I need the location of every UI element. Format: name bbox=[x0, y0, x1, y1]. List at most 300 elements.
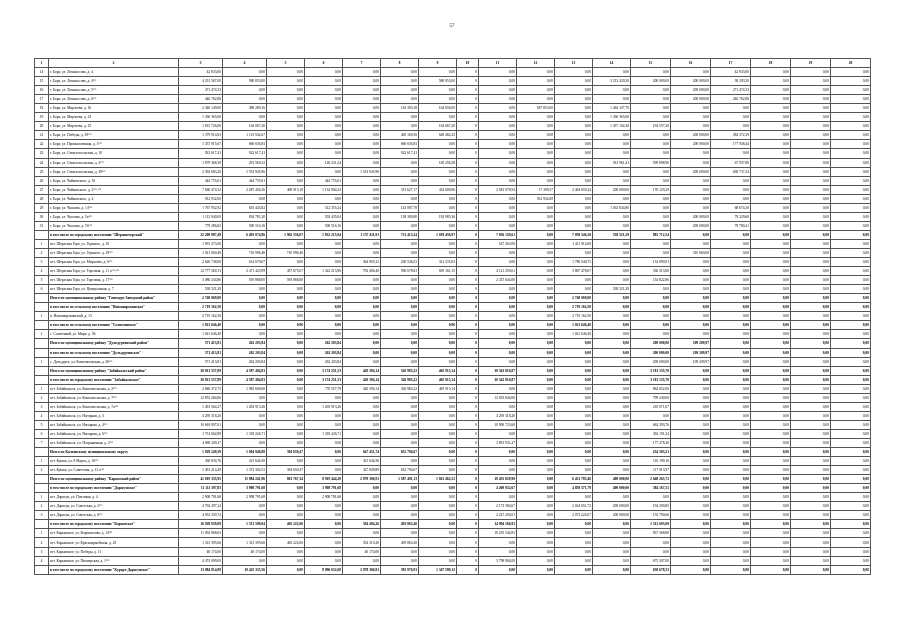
amount-cell: 0,00 bbox=[517, 493, 555, 502]
amount-cell: 0,00 bbox=[791, 484, 831, 493]
amount-cell: 0,00 bbox=[419, 194, 457, 203]
amount-cell: 913 961,41 bbox=[593, 158, 631, 167]
amount-cell: 0 bbox=[457, 366, 479, 375]
amount-cell: 164 067,20 bbox=[223, 122, 267, 131]
amount-cell: 0,00 bbox=[555, 420, 593, 429]
amount-cell: 0,00 bbox=[831, 457, 871, 466]
amount-cell: 4 859 571,79 bbox=[555, 484, 593, 493]
amount-cell: 837 368,80 bbox=[631, 529, 671, 538]
amount-cell: 0,00 bbox=[555, 348, 593, 357]
amount-cell: 0,00 bbox=[517, 230, 555, 239]
amount-cell: 0,00 bbox=[593, 457, 631, 466]
amount-cell: 384 167,51 bbox=[631, 484, 671, 493]
amount-cell: 0,00 bbox=[223, 529, 267, 538]
amount-cell: 0 bbox=[457, 312, 479, 321]
amount-cell: 4 121 250,61 bbox=[479, 267, 517, 276]
amount-cell: 1 512 603,09 bbox=[631, 520, 671, 529]
amount-cell: 262 203,84 bbox=[305, 357, 343, 366]
amount-cell: 0 bbox=[457, 565, 479, 574]
amount-cell: 0,00 bbox=[671, 529, 711, 538]
address-cell: Итого по Калганскому муниципальному округу bbox=[49, 448, 179, 457]
amount-cell: 7 036 159,61 bbox=[479, 230, 517, 239]
amount-cell: 0,00 bbox=[343, 321, 381, 330]
amount-cell: 0,00 bbox=[791, 158, 831, 167]
row-number-cell: 2 bbox=[35, 538, 49, 547]
amount-cell: 164 067,20 bbox=[419, 122, 457, 131]
amount-cell: 0,00 bbox=[555, 366, 593, 375]
amount-cell: 0,00 bbox=[593, 339, 631, 348]
amount-cell: 0,00 bbox=[671, 402, 711, 411]
amount-cell: 465 915,14 bbox=[419, 384, 457, 393]
amount-cell: 0,00 bbox=[671, 203, 711, 212]
amount-cell: 0,00 bbox=[751, 375, 791, 384]
amount-cell: 0,00 bbox=[751, 113, 791, 122]
amount-cell: 3 908 791,68 bbox=[223, 484, 267, 493]
amount-cell: 0,00 bbox=[711, 185, 751, 194]
amount-cell: 0,00 bbox=[593, 520, 631, 529]
amount-cell: 0,00 bbox=[223, 239, 267, 248]
amount-cell: 0,00 bbox=[751, 484, 791, 493]
column-number-cell: 3 bbox=[179, 59, 223, 68]
amount-cell: 440 762,86 bbox=[179, 95, 223, 104]
amount-cell: 1 021 646,40 bbox=[179, 330, 223, 339]
address-cell: пгт. Забайкальск, ул. Нагорная, д. 3 bbox=[49, 411, 179, 420]
amount-cell: 0,00 bbox=[381, 77, 419, 86]
row-number-cell bbox=[35, 484, 49, 493]
amount-cell: 0 bbox=[457, 194, 479, 203]
address-cell: пгт. Забайкальск, ул. Комсомольская, д. 7²²⁵ bbox=[49, 393, 179, 402]
amount-cell: 170 129,29 bbox=[631, 185, 671, 194]
table-row bbox=[35, 429, 871, 438]
amount-cell: 912 932,00 bbox=[179, 194, 223, 203]
amount-cell: 0,00 bbox=[593, 239, 631, 248]
amount-cell: 912 932,00 bbox=[517, 194, 555, 203]
amount-cell: 30 813 537,89 bbox=[179, 366, 223, 375]
amount-cell: 0,00 bbox=[593, 131, 631, 140]
amount-cell: 200 000,00 bbox=[671, 131, 711, 140]
row-number-cell bbox=[35, 348, 49, 357]
amount-cell: 0,00 bbox=[671, 438, 711, 447]
amount-cell: 30 343 816,87 bbox=[479, 366, 517, 375]
amount-cell: 0 bbox=[457, 294, 479, 303]
address-cell: пгт. Забайкальск, ул. Пограничная, д. 2²²⁵ bbox=[49, 438, 179, 447]
table-row bbox=[35, 95, 871, 104]
amount-cell: 0,00 bbox=[343, 312, 381, 321]
amount-cell: 0,00 bbox=[831, 448, 871, 457]
amount-cell: 0,00 bbox=[711, 393, 751, 402]
amount-cell: 0,00 bbox=[555, 466, 593, 475]
row-number-cell: 5 bbox=[35, 276, 49, 285]
amount-cell: 0 bbox=[457, 158, 479, 167]
amount-cell: 0,00 bbox=[267, 104, 305, 113]
amount-cell: 0,00 bbox=[671, 176, 711, 185]
amount-cell: 0,00 bbox=[267, 429, 305, 438]
amount-cell: 0,00 bbox=[305, 248, 343, 257]
amount-cell: 538 521,29 bbox=[593, 285, 631, 294]
amount-cell: 2 404 659,24 bbox=[555, 185, 593, 194]
amount-cell: 0,00 bbox=[631, 149, 671, 158]
amount-cell: 0 bbox=[457, 511, 479, 520]
amount-cell: 0,00 bbox=[751, 502, 791, 511]
amount-cell: 0,00 bbox=[267, 529, 305, 538]
amount-cell: 0,00 bbox=[631, 167, 671, 176]
amount-cell: 0,00 bbox=[791, 448, 831, 457]
amount-cell: 2 626 738,00 bbox=[179, 258, 223, 267]
amount-cell: 0,00 bbox=[517, 502, 555, 511]
amount-cell: 0,00 bbox=[479, 303, 517, 312]
amount-cell: 394 650,47 bbox=[267, 466, 305, 475]
amount-cell: 0,00 bbox=[751, 448, 791, 457]
amount-cell: 0,00 bbox=[343, 248, 381, 257]
row-number-cell: 1 bbox=[35, 384, 49, 393]
amount-cell: 695 161,15 bbox=[419, 267, 457, 276]
amount-cell: 0,00 bbox=[831, 86, 871, 95]
table-row bbox=[35, 149, 871, 158]
amount-cell: 0,00 bbox=[593, 529, 631, 538]
amount-cell: 0,00 bbox=[711, 348, 751, 357]
amount-cell: 0,00 bbox=[831, 140, 871, 149]
table-row bbox=[35, 411, 871, 420]
amount-cell: 0,00 bbox=[831, 384, 871, 393]
row-number-cell: 29 bbox=[35, 203, 49, 212]
amount-cell: 0,00 bbox=[479, 212, 517, 221]
amount-cell: 0,00 bbox=[593, 411, 631, 420]
amount-cell: 0,00 bbox=[555, 393, 593, 402]
amount-cell: 0,00 bbox=[711, 493, 751, 502]
address-cell: г. Бора, ул. Севастопольская, д. 38²²⁵ bbox=[49, 167, 179, 176]
address-cell: г. Бора, ул. Ломоносова, д. 5²²⁵ bbox=[49, 86, 179, 95]
amount-cell: 194 290,85 bbox=[631, 502, 671, 511]
amount-cell: 0,00 bbox=[711, 149, 751, 158]
amount-cell: 2 719 162,50 bbox=[179, 303, 223, 312]
amount-cell: 0,00 bbox=[831, 348, 871, 357]
amount-cell: 0,00 bbox=[343, 113, 381, 122]
table-row bbox=[35, 77, 871, 86]
amount-cell: 444 755,61 bbox=[179, 176, 223, 185]
amount-cell: 392 191,24 bbox=[631, 429, 671, 438]
amount-cell: 0,00 bbox=[267, 140, 305, 149]
amount-cell: 0,00 bbox=[267, 113, 305, 122]
amount-cell: 0,00 bbox=[631, 547, 671, 556]
amount-cell: 0 bbox=[457, 339, 479, 348]
amount-cell: 200 000,00 bbox=[671, 86, 711, 95]
amount-cell: 0,00 bbox=[555, 357, 593, 366]
amount-cell: 2 648 263,72 bbox=[631, 475, 671, 484]
amount-cell: 0,00 bbox=[419, 520, 457, 529]
amount-cell: 0,00 bbox=[419, 221, 457, 230]
amount-cell: 0,00 bbox=[791, 258, 831, 267]
address-cell: пгт. Дарасун, ул. Почтовая, д. 4 bbox=[49, 493, 179, 502]
amount-cell: 1 457 102,40 bbox=[593, 122, 631, 131]
amount-cell: 10 000 723,60 bbox=[479, 420, 517, 429]
amount-cell: 0,00 bbox=[831, 565, 871, 574]
amount-cell: 22 209 987,49 bbox=[179, 230, 223, 239]
amount-cell: 0,00 bbox=[751, 420, 791, 429]
amount-cell: 0,00 bbox=[223, 393, 267, 402]
amount-cell: 861 767,34 bbox=[267, 475, 305, 484]
column-number-cell: 17 bbox=[711, 59, 751, 68]
amount-cell: 0,00 bbox=[791, 104, 831, 113]
amount-cell: 660 656,83 bbox=[381, 140, 419, 149]
amount-cell: 1 456 365,00 bbox=[179, 113, 223, 122]
amount-cell: 0,00 bbox=[671, 276, 711, 285]
amount-cell: 3 174 251,53 bbox=[305, 366, 343, 375]
amount-cell: 0,00 bbox=[305, 393, 343, 402]
amount-cell: 0,00 bbox=[343, 131, 381, 140]
amount-cell: 0,00 bbox=[419, 303, 457, 312]
amount-cell: 0,00 bbox=[517, 176, 555, 185]
amount-cell: 0,00 bbox=[671, 393, 711, 402]
amount-cell: 0,00 bbox=[381, 68, 419, 77]
amount-cell: 0,00 bbox=[267, 203, 305, 212]
table-row bbox=[35, 538, 871, 547]
row-number-cell: 16 bbox=[35, 86, 49, 95]
amount-cell: 0,00 bbox=[419, 511, 457, 520]
amount-cell: 0,00 bbox=[267, 122, 305, 131]
amount-cell: 0,00 bbox=[751, 438, 791, 447]
address-cell: г. Бора, ул. Победы, д. 39²²⁵ bbox=[49, 131, 179, 140]
amount-cell: 0,00 bbox=[517, 294, 555, 303]
amount-cell: 0,00 bbox=[671, 375, 711, 384]
table-row bbox=[35, 203, 871, 212]
amount-cell: 0,00 bbox=[631, 194, 671, 203]
amount-cell: 0,00 bbox=[631, 203, 671, 212]
column-number-cell: 20 bbox=[831, 59, 871, 68]
amount-cell: 394 494,26 bbox=[343, 520, 381, 529]
amount-cell: 0,00 bbox=[381, 95, 419, 104]
amount-cell: 420 394,14 bbox=[343, 384, 381, 393]
amount-cell: 0,00 bbox=[267, 194, 305, 203]
amount-cell: 0,00 bbox=[593, 330, 631, 339]
amount-cell: 0,00 bbox=[517, 547, 555, 556]
amount-cell: 675 207,00 bbox=[631, 556, 671, 565]
amount-cell: 0,00 bbox=[555, 448, 593, 457]
table-row bbox=[35, 276, 871, 285]
amount-cell: 1 347 599,12 bbox=[419, 565, 457, 574]
amount-cell: 0,00 bbox=[267, 158, 305, 167]
amount-cell: 0,00 bbox=[267, 357, 305, 366]
amount-cell: 0,00 bbox=[267, 212, 305, 221]
amount-cell: 0,00 bbox=[381, 158, 419, 167]
amount-cell: 0,00 bbox=[555, 131, 593, 140]
amount-cell: 0,00 bbox=[791, 285, 831, 294]
row-number-cell bbox=[35, 366, 49, 375]
table-row bbox=[35, 457, 871, 466]
amount-cell: 0,00 bbox=[831, 248, 871, 257]
amount-cell: 0,00 bbox=[517, 475, 555, 484]
amount-cell: 0,00 bbox=[751, 312, 791, 321]
column-number-cell: 6 bbox=[305, 59, 343, 68]
amount-cell: 1 021 646,40 bbox=[555, 330, 593, 339]
amount-cell: 0,00 bbox=[517, 366, 555, 375]
amount-cell: 0,00 bbox=[479, 149, 517, 158]
amount-cell: 0 bbox=[457, 303, 479, 312]
amount-cell: 4 231 567,00 bbox=[179, 77, 223, 86]
subtotal-row bbox=[35, 475, 871, 484]
amount-cell: 0,00 bbox=[479, 77, 517, 86]
amount-cell: 177 278,20 bbox=[631, 438, 671, 447]
amount-cell: 17 399,37 bbox=[517, 185, 555, 194]
address-cell: г. Бора, ул. Севастопольская, д. 2²²⁵ bbox=[49, 158, 179, 167]
amount-cell: 0 bbox=[457, 384, 479, 393]
amount-cell: 0,00 bbox=[831, 411, 871, 420]
amount-cell: 0,00 bbox=[751, 258, 791, 267]
amount-cell: 4 052 350,74 bbox=[179, 511, 223, 520]
amount-cell: 0,00 bbox=[671, 68, 711, 77]
row-number-cell: 15 bbox=[35, 77, 49, 86]
amount-cell: 0,00 bbox=[267, 77, 305, 86]
row-number-cell bbox=[35, 375, 49, 384]
amount-cell: 109 209,97 bbox=[671, 348, 711, 357]
amount-cell: 0,00 bbox=[419, 176, 457, 185]
amount-cell: 0,00 bbox=[419, 330, 457, 339]
amount-cell: 0,00 bbox=[517, 393, 555, 402]
amount-cell: 0,00 bbox=[223, 411, 267, 420]
amount-cell: 0 bbox=[457, 140, 479, 149]
amount-cell: 0,00 bbox=[267, 95, 305, 104]
amount-cell: 0,00 bbox=[267, 393, 305, 402]
amount-cell: 0 bbox=[457, 203, 479, 212]
amount-cell: 0,00 bbox=[479, 167, 517, 176]
amount-cell: 0,00 bbox=[343, 502, 381, 511]
amount-cell: 0,00 bbox=[267, 402, 305, 411]
amount-cell: 0,00 bbox=[381, 330, 419, 339]
address-cell: пгт. Шерлская Гора, ул. Торговая, д. 17²²⁵ bbox=[49, 276, 179, 285]
amount-cell: 0,00 bbox=[381, 303, 419, 312]
amount-cell: 0,00 bbox=[751, 538, 791, 547]
amount-cell: 0 bbox=[457, 502, 479, 511]
amount-cell: 1 411 914,00 bbox=[555, 239, 593, 248]
amount-cell: 0 bbox=[457, 538, 479, 547]
amount-cell: 0,00 bbox=[381, 194, 419, 203]
amount-cell: 0,00 bbox=[479, 176, 517, 185]
amount-cell: 0,00 bbox=[517, 420, 555, 429]
amount-cell: 0 bbox=[457, 348, 479, 357]
amount-cell: 0,00 bbox=[517, 167, 555, 176]
amount-cell: 0,00 bbox=[751, 95, 791, 104]
amount-cell: 1 019 456,97 bbox=[419, 230, 457, 239]
amount-cell: 192 985,36 bbox=[419, 212, 457, 221]
amount-cell: 0,00 bbox=[791, 294, 831, 303]
amount-cell: 1 456 365,00 bbox=[593, 113, 631, 122]
amount-cell: 0 bbox=[457, 149, 479, 158]
amount-cell: 0,00 bbox=[791, 429, 831, 438]
amount-cell: 0,00 bbox=[305, 457, 343, 466]
amount-cell: 0,00 bbox=[711, 230, 751, 239]
amount-cell: 0,00 bbox=[267, 348, 305, 357]
amount-cell: 2 740 069,00 bbox=[179, 294, 223, 303]
amount-cell: 0,00 bbox=[831, 402, 871, 411]
amount-cell: 0,00 bbox=[751, 285, 791, 294]
amount-cell: 1 694 946,88 bbox=[223, 448, 267, 457]
amount-cell: 0,00 bbox=[343, 402, 381, 411]
amount-cell: 0,00 bbox=[631, 239, 671, 248]
amount-cell: 2 227 256,01 bbox=[479, 511, 517, 520]
amount-cell: 78 780,41 bbox=[711, 221, 751, 230]
amount-cell: 0 bbox=[457, 86, 479, 95]
amount-cell: 0,00 bbox=[751, 77, 791, 86]
amount-cell: 0,00 bbox=[751, 411, 791, 420]
amount-cell: 0,00 bbox=[751, 185, 791, 194]
amount-cell: 0,00 bbox=[479, 122, 517, 131]
row-number-cell: 1 bbox=[35, 330, 49, 339]
amount-cell: 0,00 bbox=[711, 294, 751, 303]
amount-cell: 0,00 bbox=[831, 321, 871, 330]
amount-cell: 0,00 bbox=[479, 104, 517, 113]
row-number-cell: 6 bbox=[35, 429, 49, 438]
amount-cell: 0,00 bbox=[419, 86, 457, 95]
amount-cell: 0,00 bbox=[517, 384, 555, 393]
amount-cell: 0,00 bbox=[267, 239, 305, 248]
amount-cell: 0,00 bbox=[593, 149, 631, 158]
amount-cell: 0,00 bbox=[517, 484, 555, 493]
amount-cell: 4 400 832,67 bbox=[479, 484, 517, 493]
subtotal-row bbox=[35, 230, 871, 239]
amount-cell: 0,00 bbox=[267, 149, 305, 158]
amount-cell: 0,00 bbox=[517, 303, 555, 312]
table-row bbox=[35, 493, 871, 502]
table-row bbox=[35, 221, 871, 230]
address-cell: г. Бора, ул. Мирзоева, д. 23 bbox=[49, 113, 179, 122]
amount-cell: 0,00 bbox=[791, 149, 831, 158]
amount-cell: 0,00 bbox=[791, 95, 831, 104]
amount-cell: 0,00 bbox=[479, 429, 517, 438]
amount-cell: 164 656,00 bbox=[419, 104, 457, 113]
amount-cell: 0,00 bbox=[555, 538, 593, 547]
amount-cell: 0,00 bbox=[343, 493, 381, 502]
amount-cell: 0,00 bbox=[343, 556, 381, 565]
amount-cell: 0,00 bbox=[631, 140, 671, 149]
amount-cell: 710 996,46 bbox=[267, 248, 305, 257]
amount-cell: 0,00 bbox=[479, 357, 517, 366]
amount-cell: 0,00 bbox=[711, 475, 751, 484]
amount-cell: 0,00 bbox=[517, 429, 555, 438]
amount-cell: 493 863,40 bbox=[381, 520, 419, 529]
amount-cell: 0,00 bbox=[517, 520, 555, 529]
address-cell: в том числе по сельскому поселению "Новоширокинское" bbox=[49, 303, 179, 312]
amount-cell: 42 833,00 bbox=[711, 68, 751, 77]
amount-cell: 0,00 bbox=[555, 457, 593, 466]
amount-cell: 0,00 bbox=[267, 484, 305, 493]
amount-cell: 0,00 bbox=[343, 294, 381, 303]
amount-cell: 0,00 bbox=[791, 77, 831, 86]
amount-cell: 326 983,22 bbox=[381, 375, 419, 384]
amount-cell: 0,00 bbox=[555, 68, 593, 77]
amount-cell: 0,00 bbox=[305, 511, 343, 520]
amount-cell: 0,00 bbox=[751, 393, 791, 402]
amount-cell: 0 bbox=[457, 556, 479, 565]
column-number-cell: 16 bbox=[671, 59, 711, 68]
amount-cell: 0,00 bbox=[671, 267, 711, 276]
amount-cell: 0,00 bbox=[671, 429, 711, 438]
table-row bbox=[35, 402, 871, 411]
amount-cell: 770 557,79 bbox=[305, 384, 343, 393]
amount-cell: 538 521,29 bbox=[593, 230, 631, 239]
amount-cell: 0,00 bbox=[419, 484, 457, 493]
amount-cell: 0,00 bbox=[711, 267, 751, 276]
amount-cell: 0,00 bbox=[593, 276, 631, 285]
amount-cell: 0,00 bbox=[671, 330, 711, 339]
amount-cell: 0,00 bbox=[593, 294, 631, 303]
address-cell: в том числе по городскому поселению "Шершнегорский" bbox=[49, 230, 179, 239]
amount-cell: 0,00 bbox=[305, 285, 343, 294]
amount-cell: 0,00 bbox=[751, 556, 791, 565]
amount-cell: 512 355,24 bbox=[305, 203, 343, 212]
amount-cell: 0,00 bbox=[223, 438, 267, 447]
amount-cell: 109 209,97 bbox=[671, 339, 711, 348]
amount-cell: 0,00 bbox=[267, 221, 305, 230]
amount-cell: 0 bbox=[457, 529, 479, 538]
